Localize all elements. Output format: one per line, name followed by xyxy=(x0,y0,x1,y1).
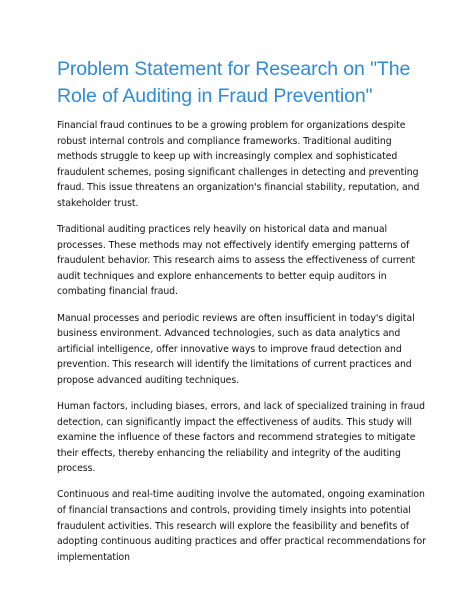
paragraph-financial-fraud: Financial fraud continues to be a growing problem for organizations despite robust internal controls and compliance frameworks. Traditional auditing methods struggle to keep up with increasingly complex and sophisticated fraudulent schemes, posing significant challenges in detecting and preventing fraud. This issue threatens an organization's financial stability, reputation, and stakeholder trust. xyxy=(57,120,420,209)
document-title: Problem Statement for Research on "The Role of Auditing in Fraud Prevention" xyxy=(57,58,411,107)
document-body xyxy=(57,118,427,576)
paragraph-manual-processes: Manual processes and periodic reviews are often insufficient in today's digital business environment. Advanced technologies, such as data analytics and artificial intelligence, offer innovative ways to improve fraud detection and prevention. This research will identify the limitations of current practices and propose advanced auditing techniques. xyxy=(57,312,415,386)
paragraph-traditional-auditing: Traditional auditing practices rely heavily on historical data and manual processes. These methods may not effectively identify emerging patterns of fraudulent behavior. This research aims to assess the effectiveness of current audit techniques and explore enhancements to better equip auditors in combating financial fraud. xyxy=(57,224,416,298)
paragraph-continuous-auditing: Continuous and real-time auditing involve the automated, ongoing examination of financial transactions and controls, providing timely insights into potential fraudulent activities. This research will explore the feasibility and benefits of adopting continuous auditing practices and offer practical recommendations for implementation xyxy=(57,489,426,563)
paragraph-human-factors: Human factors, including biases, errors, and lack of specialized training in fraud detection, can significantly impact the effectiveness of audits. This study will examine the influence of these factors and recommend strategies to mitigate their effects, thereby enhancing the reliability and integrity of the auditing process. xyxy=(57,401,425,475)
